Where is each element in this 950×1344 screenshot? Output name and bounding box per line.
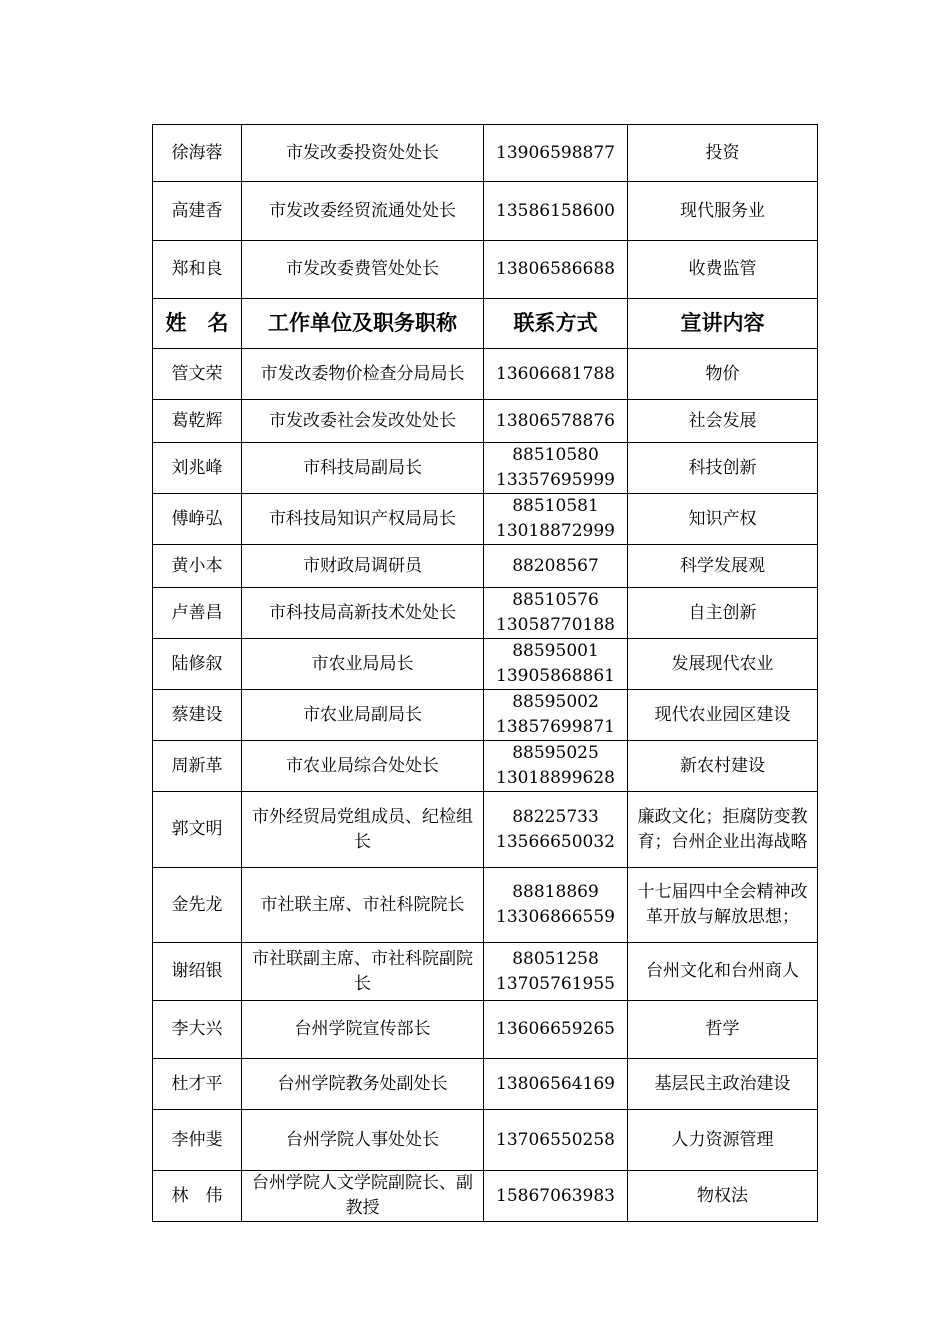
name-cell: 谢绍银 xyxy=(153,943,242,1001)
table-row xyxy=(153,241,818,299)
unit-cell: 市科技局知识产权局局长 xyxy=(242,494,484,545)
topic-cell: 科学发展观 xyxy=(628,545,818,588)
unit-cell: 市发改委物价检查分局局长 xyxy=(242,349,484,400)
table-row xyxy=(153,588,818,639)
name-cell: 葛乾辉 xyxy=(153,400,242,443)
header-contact: 联系方式 xyxy=(484,299,628,349)
header-unit: 工作单位及职务职称 xyxy=(242,299,484,349)
table-row xyxy=(153,1110,818,1171)
topic-cell: 人力资源管理 xyxy=(628,1110,818,1171)
unit-cell: 市外经贸局党组成员、纪检组长 xyxy=(242,792,484,868)
contact-cell: 13606681788 xyxy=(484,349,628,400)
contact-cell: 88595025 13018899628 xyxy=(484,741,628,792)
name-cell: 郭文明 xyxy=(153,792,242,868)
table-row xyxy=(153,443,818,494)
unit-cell: 市农业局副局长 xyxy=(242,690,484,741)
contact-cell: 15867063983 xyxy=(484,1171,628,1222)
contact-cell: 13806586688 xyxy=(484,241,628,299)
name-cell: 周新革 xyxy=(153,741,242,792)
topic-cell: 基层民主政治建设 xyxy=(628,1059,818,1110)
contact-cell: 88595002 13857699871 xyxy=(484,690,628,741)
table-row xyxy=(153,868,818,943)
table-row xyxy=(153,943,818,1001)
unit-cell: 市农业局综合处处长 xyxy=(242,741,484,792)
table-row xyxy=(153,182,818,241)
topic-cell: 新农村建设 xyxy=(628,741,818,792)
name-cell: 卢善昌 xyxy=(153,588,242,639)
contact-cell: 88510580 13357695999 xyxy=(484,443,628,494)
table-row xyxy=(153,545,818,588)
contact-cell: 88510581 13018872999 xyxy=(484,494,628,545)
unit-cell: 台州学院人文学院副院长、副教授 xyxy=(242,1171,484,1222)
header-name: 姓 名 xyxy=(153,299,242,349)
table-row xyxy=(153,494,818,545)
name-cell: 高建香 xyxy=(153,182,242,241)
unit-cell: 市科技局高新技术处处长 xyxy=(242,588,484,639)
topic-cell: 投资 xyxy=(628,125,818,182)
contact-cell: 13586158600 xyxy=(484,182,628,241)
topic-cell: 知识产权 xyxy=(628,494,818,545)
name-cell: 李仲斐 xyxy=(153,1110,242,1171)
contact-cell: 13706550258 xyxy=(484,1110,628,1171)
unit-cell: 市社联主席、市社科院院长 xyxy=(242,868,484,943)
topic-cell: 物价 xyxy=(628,349,818,400)
unit-cell: 台州学院人事处处长 xyxy=(242,1110,484,1171)
speaker-table xyxy=(152,124,818,1222)
contact-cell: 88208567 xyxy=(484,545,628,588)
name-cell: 黄小本 xyxy=(153,545,242,588)
unit-cell: 台州学院教务处副处长 xyxy=(242,1059,484,1110)
table-row xyxy=(153,125,818,182)
name-cell: 傅峥弘 xyxy=(153,494,242,545)
unit-cell: 市发改委社会发改处处长 xyxy=(242,400,484,443)
topic-cell: 现代农业园区建设 xyxy=(628,690,818,741)
contact-cell: 88818869 13306866559 xyxy=(484,868,628,943)
header-topic: 宣讲内容 xyxy=(628,299,818,349)
unit-cell: 台州学院宣传部长 xyxy=(242,1001,484,1059)
contact-cell: 13806578876 xyxy=(484,400,628,443)
table-row xyxy=(153,349,818,400)
unit-cell: 市科技局副局长 xyxy=(242,443,484,494)
contact-cell: 13606659265 xyxy=(484,1001,628,1059)
topic-cell: 现代服务业 xyxy=(628,182,818,241)
topic-cell: 科技创新 xyxy=(628,443,818,494)
table-row xyxy=(153,1171,818,1222)
contact-cell: 88595001 13905868861 xyxy=(484,639,628,690)
unit-cell: 市发改委经贸流通处处长 xyxy=(242,182,484,241)
unit-cell: 市发改委费管处处长 xyxy=(242,241,484,299)
topic-cell: 十七届四中全会精神改革开放与解放思想； xyxy=(628,868,818,943)
table-row xyxy=(153,1001,818,1059)
topic-cell: 发展现代农业 xyxy=(628,639,818,690)
unit-cell: 市农业局局长 xyxy=(242,639,484,690)
topic-cell: 台州文化和台州商人 xyxy=(628,943,818,1001)
contact-cell: 88510576 13058770188 xyxy=(484,588,628,639)
table-row xyxy=(153,741,818,792)
table-row xyxy=(153,639,818,690)
table-row xyxy=(153,690,818,741)
contact-cell: 88225733 13566650032 xyxy=(484,792,628,868)
table-header-row xyxy=(153,299,818,349)
contact-cell: 88051258 13705761955 xyxy=(484,943,628,1001)
name-cell: 刘兆峰 xyxy=(153,443,242,494)
name-cell: 陆修叙 xyxy=(153,639,242,690)
name-cell: 金先龙 xyxy=(153,868,242,943)
unit-cell: 市社联副主席、市社科院副院长 xyxy=(242,943,484,1001)
name-cell: 杜才平 xyxy=(153,1059,242,1110)
contact-cell: 13906598877 xyxy=(484,125,628,182)
name-cell: 管文荣 xyxy=(153,349,242,400)
table-row xyxy=(153,792,818,868)
topic-cell: 哲学 xyxy=(628,1001,818,1059)
name-cell: 徐海蓉 xyxy=(153,125,242,182)
topic-cell: 自主创新 xyxy=(628,588,818,639)
unit-cell: 市财政局调研员 xyxy=(242,545,484,588)
name-cell: 李大兴 xyxy=(153,1001,242,1059)
contact-cell: 13806564169 xyxy=(484,1059,628,1110)
topic-cell: 廉政文化；拒腐防变教育；台州企业出海战略 xyxy=(628,792,818,868)
name-cell: 蔡建设 xyxy=(153,690,242,741)
table-row xyxy=(153,400,818,443)
topic-cell: 社会发展 xyxy=(628,400,818,443)
table-row xyxy=(153,1059,818,1110)
topic-cell: 物权法 xyxy=(628,1171,818,1222)
name-cell: 林 伟 xyxy=(153,1171,242,1222)
unit-cell: 市发改委投资处处长 xyxy=(242,125,484,182)
name-cell: 郑和良 xyxy=(153,241,242,299)
topic-cell: 收费监管 xyxy=(628,241,818,299)
